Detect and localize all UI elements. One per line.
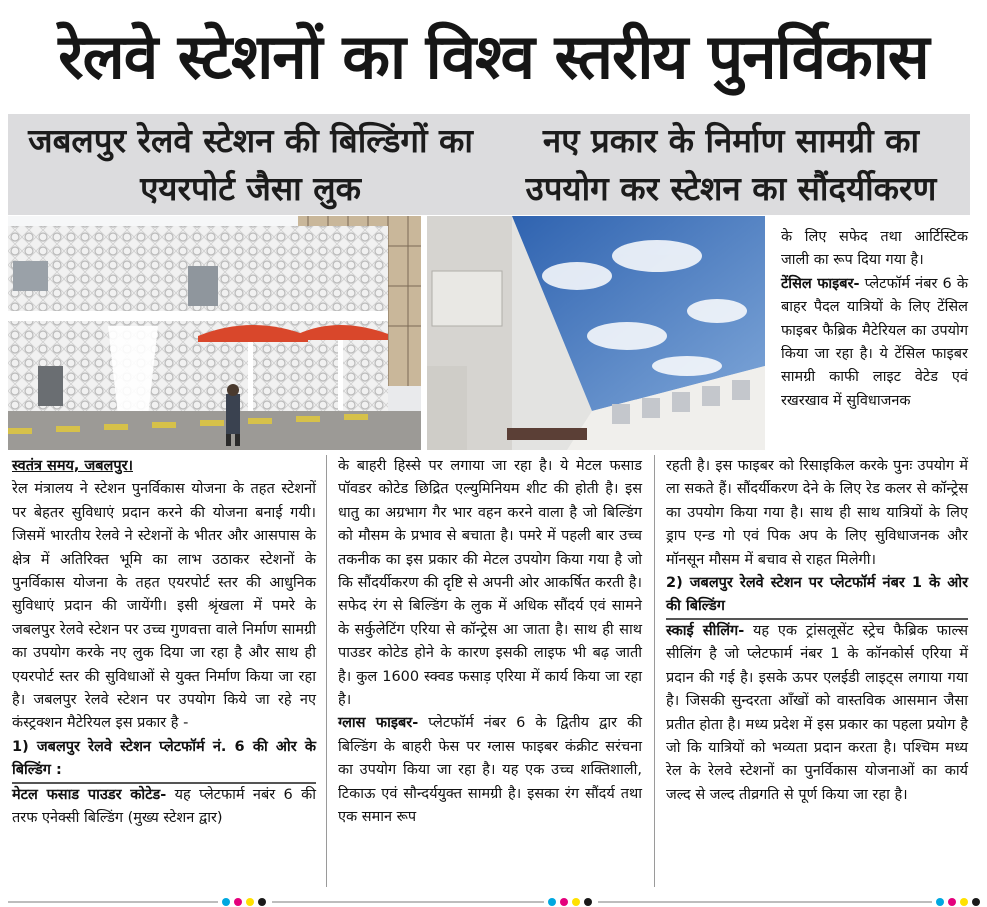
cyan-dot-icon xyxy=(548,898,556,906)
station-building-photo xyxy=(8,216,421,450)
term-glass-fiber: ग्लास फाइबर- xyxy=(338,715,419,732)
tensile-fiber-paragraph xyxy=(781,273,968,413)
column-divider xyxy=(326,455,327,887)
print-registration-strip xyxy=(0,897,987,907)
dateline: स्वतंत्र समय, जबलपुर। xyxy=(12,458,133,474)
yellow-dot-icon xyxy=(246,898,254,906)
tensile-continued-paragraph: रहती है। इस फाइबर को रिसाइकिल करके पुनः उपयोग में ला सकते हैं। सौंदर्यीकरण देने के लिए रेड कलर से कॉन्ट्रेस का उपयोग किया गया है। साथ ही साथ यात्रियों के लिए ड्राप एन्ड गो एवं पिक अप के लिए सुविधाजनक और मॉनसून मौसम में बचाव से राहत मिलेगी। xyxy=(666,458,968,568)
column-divider xyxy=(654,455,655,887)
article-column-3 xyxy=(666,455,968,807)
magenta-dot-icon xyxy=(234,898,242,906)
section-heading-1: 1) जबलपुर रेलवे स्टेशन प्लेटफॉर्म नं. 6 की ओर के बिल्डिंग : xyxy=(12,736,316,784)
black-dot-icon xyxy=(584,898,592,906)
magenta-dot-icon xyxy=(560,898,568,906)
tensile-fiber-text: प्लेटफॉर्म नंबर 6 के बाहर पैदल यात्रियों के लिए टेंसिल फाइबर फैब्रिक मैटेरियल का उपयोग किया जा रहा है। ये टेंसिल फाइबर सामग्री काफी लाइट वेटेड एवं रखरखाव में सुविधाजनक xyxy=(781,275,968,409)
sky-ceiling-illustration xyxy=(427,216,765,450)
metal-facade-paragraph xyxy=(12,784,316,831)
term-sky-ceiling: स्काई सीलिंग- xyxy=(666,623,745,640)
metal-facade-text: यह प्लेटफार्म नबंर 6 की तरफ एनेक्सी बिल्डिंग (मुख्य स्टेशन द्वार) xyxy=(12,786,316,827)
yellow-dot-icon xyxy=(960,898,968,906)
term-tensile-fiber: टेंसिल फाइबर- xyxy=(781,275,860,292)
yellow-dot-icon xyxy=(572,898,580,906)
cyan-dot-icon xyxy=(222,898,230,906)
station-building-illustration xyxy=(8,216,421,450)
article-column-3-top xyxy=(781,226,968,413)
footer-rule xyxy=(272,901,544,903)
subheadline-band xyxy=(8,114,970,215)
section-heading-2: 2) जबलपुर रेलवे स्टेशन पर प्लेटफॉर्म नंबर 1 के ओर की बिल्डिंग xyxy=(666,572,968,620)
black-dot-icon xyxy=(258,898,266,906)
sky-ceiling-paragraph xyxy=(666,620,968,807)
article-column-1 xyxy=(12,455,316,831)
facade-continued-paragraph: के बाहरी हिस्से पर लगाया जा रहा है। ये मेटल फसाड पॉवडर कोटेड छिद्रित एल्युमिनियम शीट की होती है। इस धातु का अग्रभाग गैर भार वहन करने वाला है जो बिल्डिंग को मौसम के प्रभाव से बचाता है। पमरे में पहली बार उच्च तकनीक का इस प्रकार की मेटल उपयोग किया गया है जो कि सौंदर्यीकरण की दृष्टि से अपनी ओर आकर्षित करती है। सफेद रंग से बिल्डिंग के लुक में अधिक सौंदर्य एवं सामने के सर्कुलेटिंग एरिया से कॉन्ट्रेस आ जाता है। साथ ही साथ पाउडर कोटेड होने के कारण इसकी लाइफ भी बढ़ जाती है। कुल 1600 स्क्वड फसाड़ एरिया में कार्य किया जा रहा है। xyxy=(338,458,642,709)
glass-fiber-text: प्लेटफॉर्म नंबर 6 के द्वितीय द्वार की बिल्डिंग के बाहरी फेस पर ग्लास फाइबर कंक्रीट सरंचना का उपयोग किया जा रहा है। यह एक उच्च शक्तिशाली, टिकाऊ एवं सौन्दर्ययुक्त सामग्री है। इसका रंग सौंदर्य तथा एक समान रूप xyxy=(338,715,643,826)
headline: रेलवे स्टेशनों का विश्व स्तरीय पुनर्विकास xyxy=(58,20,929,93)
subheadline-left: जबलपुर रेलवे स्टेशन की बिल्डिंगों का एयरपोर्ट जैसा लुक xyxy=(28,120,473,208)
magenta-dot-icon xyxy=(948,898,956,906)
intro-paragraph: रेल मंत्रालय ने स्टेशन पुनर्विकास योजना के तहत स्टेशनों पर बेहतर सुविधाएं प्रदान करने की योजना बनाई गयी। जिसमें भारतीय रेलवे ने स्टेशनों के भीतर और आसपास के क्षेत्र में अतिरिक्त भूमि का लाभ उठाकर स्टेशनों के पुनर्विकास योजना के तहत एयरपोर्ट स्तर की आधुनिक सुविधाएं प्रदान की जायेंगी। इसी श्रृंखला में पमरे के जबलपुर रेलवे स्टेशन पर उच्च गुणवत्ता वाले निर्माण सामग्री का उपयोग करके नए लुक दिया जा रहा है और साथ ही एयरपोर्ट स्तर की सुविधाओं से युक्त निर्माण किया जा रहा है। जबलपुर रेलवे स्टेशन पर उपयोग किये जा रहे नए कंस्ट्रक्शन मैटेरियल इस प्रकार है - xyxy=(12,481,316,732)
article-column-2 xyxy=(338,455,642,830)
glass-fiber-paragraph xyxy=(338,712,642,829)
sky-ceiling-photo xyxy=(427,216,765,450)
cyan-dot-icon xyxy=(936,898,944,906)
black-dot-icon xyxy=(972,898,980,906)
term-metal-facade: मेटल फसाड पाउडर कोटेड- xyxy=(12,786,167,803)
glass-fiber-continued: के लिए सफेद तथा आर्टिस्टिक जाली का रूप दिया गया है। xyxy=(781,229,968,269)
footer-rule xyxy=(8,901,218,903)
footer-rule xyxy=(598,901,932,903)
subheadline-right: नए प्रकार के निर्माण सामग्री का उपयोग कर स्टेशन का सौंदर्यीकरण xyxy=(525,120,937,208)
sky-ceiling-text: यह एक ट्रांसलूसेंट स्ट्रेच फैब्रिक फाल्स सीलिंग है जो प्लेटफार्म नंबर 1 के कॉनकोर्स एरिया में प्रदान की गई है। इसके ऊपर एलईडी लाइट्स लगाया गया है। जिसकी सुन्दरता आँखों को वास्तविक आसमान जैसा प्रतीत होता है। मध्य प्रदेश में इस प्रकार का पहला प्रयोग है जो कि यात्रियों को भव्यता प्रदान करता है। पश्चिम मध्य रेल के रेलवे स्टेशनों का पुनर्विकास योजनाओं का कार्य जल्द से जल्द तीव्रगति से पूर्ण किया जा रहा है। xyxy=(666,623,968,803)
